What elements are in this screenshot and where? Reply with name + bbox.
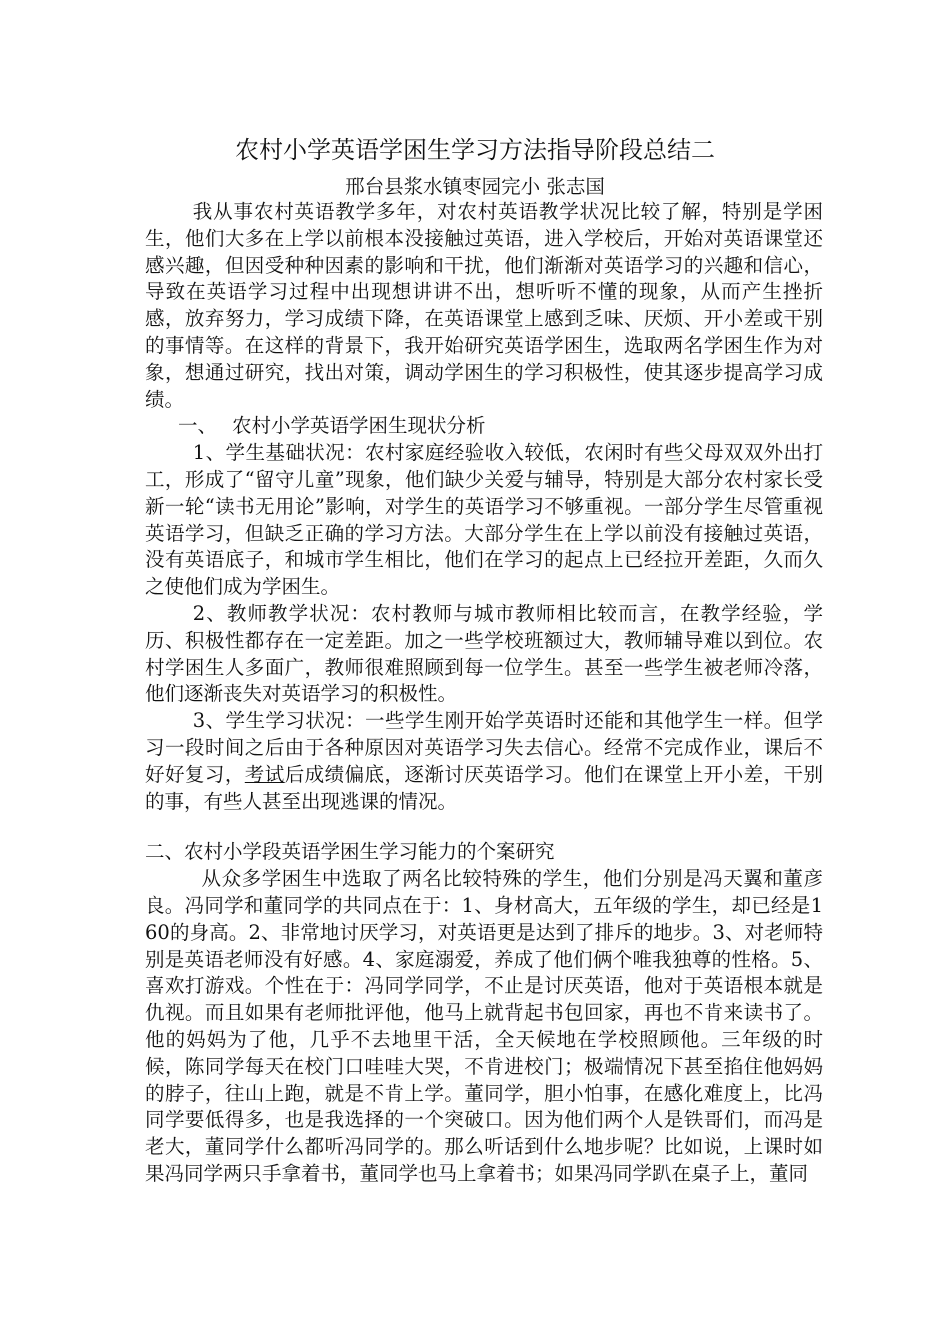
section-1-paragraph-1: 1、学生基础状况：农村家庭经验收入较低，农闲时有些父母双双外出打工，形成了“留守儿童”现象，他们缺少关爱与辅导，特别是大部分农村家长受新一轮“读书无用论”影响，对学生的英语学习不够重视。一部分学生尽管重视英语学习，但缺乏正确的学习方法。大部分学生在上学以前没有接触过英语，没有英语底子，和城市学生相比，他们在学习的起点上已经拉开差距，久而久之使他们成为学困生。	[145, 441, 823, 599]
author-line: 邢台县浆水镇枣园完小 张志国	[345, 175, 605, 198]
intro-paragraph: 我从事农村英语教学多年，对农村英语教学状况比较了解，特别是学困生，他们大多在上学以前根本没接触过英语，进入学校后，开始对英语课堂还感兴趣，但因受种种因素的影响和干扰，他们渐渐对英语学习的兴趣和信心，导致在英语学习过程中出现想讲讲不出，想听听不懂的现象，从而产生挫折感，放弃努力，学习成绩下降，在英语课堂上感到乏味、厌烦、开小差或干别的事情等。在这样的背景下，我开始研究英语学困生，选取两名学困生作为对象，想通过研究，找出对策，调动学困生的学习积极性，使其逐步提高学习成绩。	[145, 200, 823, 411]
section-1-paragraph-2: 2、教师教学状况：农村教师与城市教师相比较而言，在教学经验，学历、积极性都存在一定差距。加之一些学校班额过大，教师辅导难以到位。农村学困生人多面广，教师很难照顾到每一位学生。甚至一些学生被老师冷落，他们逐渐丧失对英语学习的积极性。	[145, 601, 823, 706]
paragraph-3-text-end: 后成绩偏底，逐渐讨厌英语学习。他们在课堂上开小差，干别的事，有些人甚至出现逃课的情况。	[145, 762, 823, 813]
section-1-paragraph-3	[145, 708, 823, 815]
document-body	[145, 199, 823, 1188]
section-2-paragraph-1: 从众多学困生中选取了两名比较特殊的学生，他们分别是冯天翼和董彦良。冯同学和董同学的共同点在于：1、身材高大，五年级的学生，却已经是160的身高。2、非常地讨厌学习，对英语更是达到了排斥的地步。3、对老师特别是英语老师没有好感。4、家庭溺爱，养成了他们俩个唯我独尊的性格。5、喜欢打游戏。个性在于：冯同学同学，不止是讨厌英语，他对于英语根本就是仇视。而且如果有老师批评他，他马上就背起书包回家，再也不肯来读书了。他的妈妈为了他，几乎不去地里干活，全天候地在学校照顾他。三年级的时候，陈同学每天在校门口哇哇大哭，不肯进校门；极端情况下甚至掐住他妈妈的脖子，往山上跑，就是不肯上学。董同学，胆小怕事，在感化难度上，比冯同学要低得多，也是我选择的一个突破口。因为他们两个人是铁哥们，而冯是老大，董同学什么都听冯同学的。那么听话到什么地步呢？比如说，上课时如果冯同学两只手拿着书，董同学也马上拿着书；如果冯同学趴在桌子上，董同	[145, 867, 823, 1185]
paragraph-3-text-start: 3、学生学习状况：一些学生刚开始学英语时还能和其他学生一样。但学习一段时间之后由于各种原因对英语学习失去信心。经常不完成作业，课后不好好复习，	[145, 709, 823, 786]
exam-link[interactable]: 考试	[244, 762, 285, 786]
section-1-heading	[145, 413, 823, 440]
section-2-heading: 二、农村小学段英语学困生学习能力的个案研究	[145, 840, 555, 864]
document-title: 农村小学英语学困生学习方法指导阶段总结二	[235, 136, 715, 164]
section-1-number: 一、	[178, 414, 218, 438]
section-1-title: 农村小学英语学困生现状分析	[232, 414, 486, 438]
